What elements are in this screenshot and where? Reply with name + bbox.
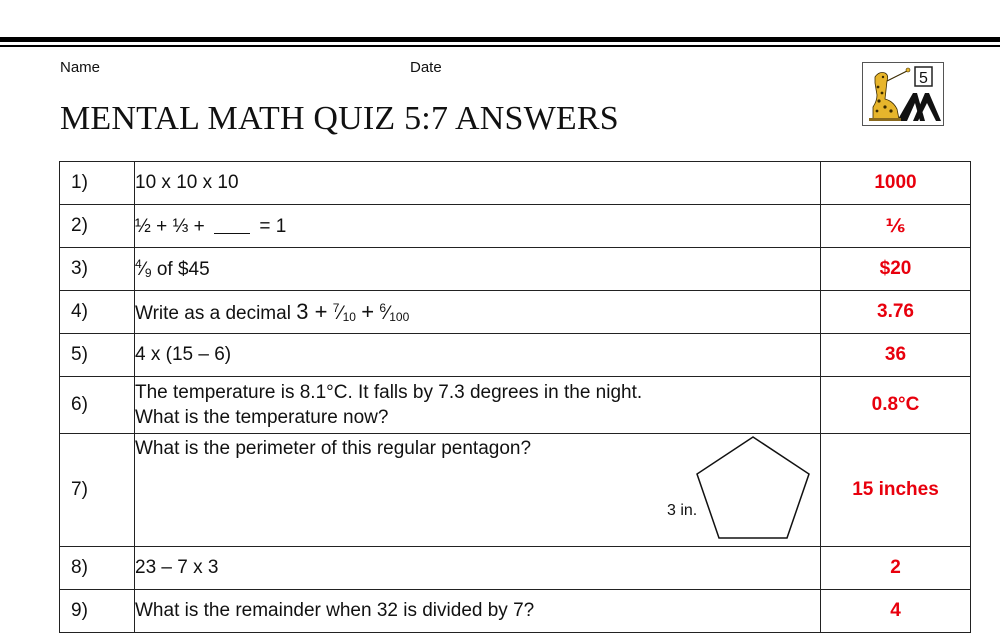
- giraffe-logo-icon: [862, 62, 944, 126]
- table-row: [60, 547, 971, 590]
- table-row: [60, 248, 971, 291]
- header-rule-thick: [0, 37, 1000, 42]
- question-5-text: 4 x (15 – 6): [135, 344, 232, 365]
- answer-3: $20: [821, 248, 971, 291]
- fraction-four-ninths: $^4⁄_9$: [135, 257, 152, 280]
- question-text: [135, 434, 821, 547]
- answer-2: ⅙: [821, 205, 971, 248]
- question-number: 2): [60, 205, 135, 248]
- question-number: 3): [60, 248, 135, 291]
- date-label: Date: [410, 59, 442, 76]
- question-number: 8): [60, 547, 135, 590]
- question-number: 5): [60, 334, 135, 377]
- question-text: [135, 334, 821, 377]
- header-rule-thin: [0, 45, 1000, 47]
- question-8-text: 23 – 7 x 3: [135, 557, 219, 578]
- table-row: [60, 377, 971, 434]
- fraction-third: ⅓: [172, 215, 189, 237]
- fraction-half: ½: [135, 215, 151, 237]
- question-3-text: of $45: [156, 259, 210, 280]
- answer-8: 2: [821, 547, 971, 590]
- question-number: 9): [60, 590, 135, 633]
- table-row: [60, 434, 971, 547]
- fraction-seven-tenths: $^7⁄_{10}$: [332, 301, 356, 324]
- whole-number: 3 +: [296, 299, 328, 324]
- plus-sign: +: [193, 215, 205, 237]
- table-row: [60, 162, 971, 205]
- question-4-text: Write as a decimal: [135, 303, 291, 324]
- question-text: [135, 162, 821, 205]
- question-6-line-1: The temperature is 8.1°C. It falls by 7.3 degrees in the night.: [135, 382, 643, 403]
- question-text: [135, 547, 821, 590]
- question-number: 7): [60, 434, 135, 547]
- table-row: [60, 590, 971, 633]
- plus-sign: +: [361, 299, 375, 324]
- answer-5: 36: [821, 334, 971, 377]
- fraction-six-hundredths: $^6⁄_{100}$: [379, 301, 410, 324]
- answer-6: 0.8°C: [821, 377, 971, 434]
- answer-9: 4: [821, 590, 971, 633]
- answer-7: 15 inches: [821, 434, 971, 547]
- question-number: 1): [60, 162, 135, 205]
- question-text: [135, 590, 821, 633]
- question-text: [135, 248, 821, 291]
- equals-one: = 1: [259, 215, 287, 237]
- answer-1: 1000: [821, 162, 971, 205]
- table-row: [60, 334, 971, 377]
- answer-blank: [214, 215, 250, 234]
- logo-digit: 5: [919, 70, 928, 87]
- question-6-line-2: What is the temperature now?: [135, 407, 389, 428]
- side-length-label: 3 in.: [667, 502, 698, 519]
- plus-sign: +: [156, 215, 168, 237]
- question-1-text: 10 x 10 x 10: [135, 172, 239, 193]
- answer-4: 3.76: [821, 291, 971, 334]
- question-7-text: What is the perimeter of this regular pentagon?: [135, 438, 532, 459]
- question-text: [135, 377, 821, 434]
- quiz-table: [59, 161, 971, 633]
- table-row: [60, 291, 971, 334]
- question-text: [135, 205, 821, 248]
- name-label: Name: [60, 59, 101, 76]
- page-title: MENTAL MATH QUIZ 5:7 ANSWERS: [60, 100, 619, 137]
- question-text: [135, 291, 821, 334]
- pentagon-icon: [695, 434, 815, 542]
- question-9-text: What is the remainder when 32 is divided by 7?: [135, 600, 535, 621]
- question-number: 6): [60, 377, 135, 434]
- question-number: 4): [60, 291, 135, 334]
- table-row: [60, 205, 971, 248]
